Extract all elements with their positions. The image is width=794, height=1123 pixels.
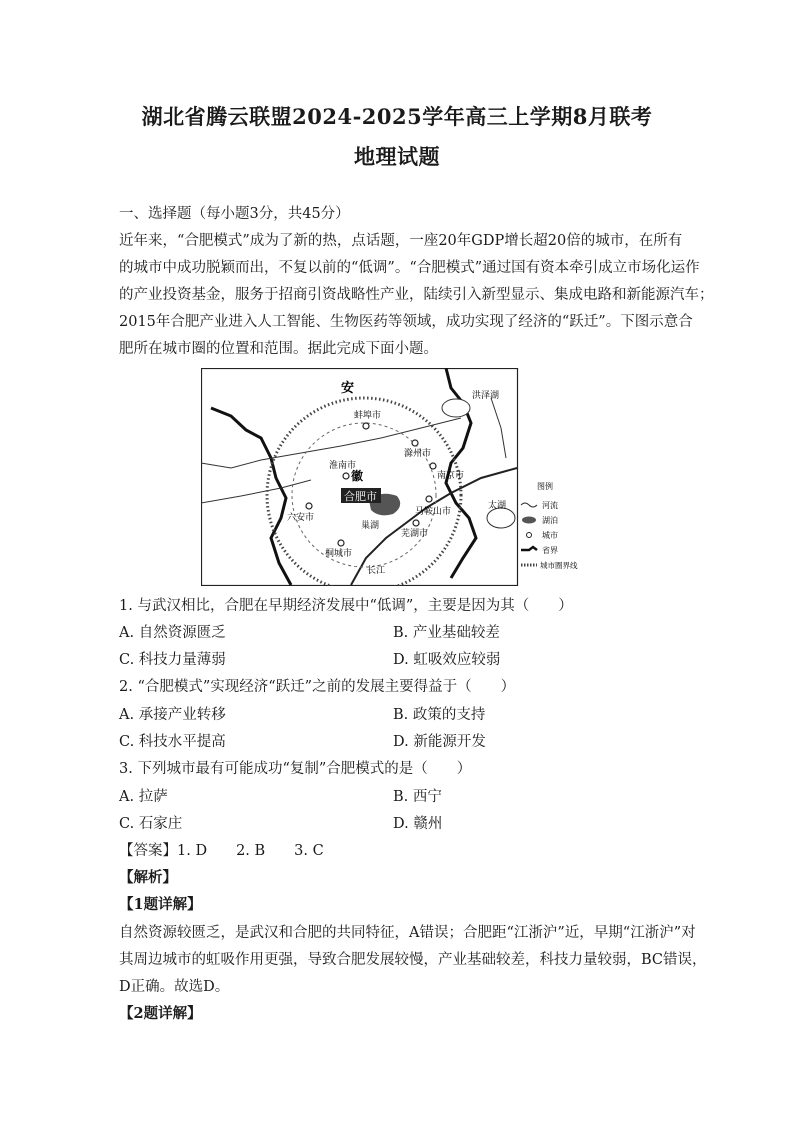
city-dot [430, 463, 436, 469]
question-1-option-b: B. 产业基础较差 [393, 625, 500, 641]
question-2-stem: 2. “合肥模式”实现经济“跃迁”之前的发展主要得益于（ ） [119, 679, 516, 695]
city-label-maanshan: 马鞍山市 [415, 507, 452, 517]
city-label-hefei: 合肥市 [344, 490, 377, 503]
lake-label-taihu: 太湖 [488, 501, 507, 511]
page-title: 湖北省腾云联盟2024-2025学年高三上学期8月联考 [141, 104, 653, 129]
city-label-wuhu: 芜湖市 [401, 529, 429, 539]
section-heading: 一、选择题（每小题3分，共45分） [119, 206, 350, 222]
city-dot [338, 540, 344, 546]
city-label-bengbu: 蚌埠市 [354, 411, 382, 421]
city-dot [412, 440, 418, 446]
page-subtitle: 地理试题 [354, 144, 440, 169]
analysis-heading: 【解析】 [119, 869, 177, 886]
question-1-option-d: D. 虹吸效应较弱 [393, 652, 501, 668]
detail-1-heading: 【1题详解】 [119, 896, 202, 913]
answer-line: 【答案】1. D 2. B 3. C [119, 843, 324, 859]
question-1-option-c: C. 科技力量薄弱 [119, 652, 226, 668]
passage-line: 的产业投资基金，服务于招商引资战略性产业，陆续引入新型显示、集成电路和新能源汽车； [119, 287, 714, 303]
hongze-lake [442, 399, 470, 417]
province-label: 安 [341, 381, 355, 396]
lake-label: 洪泽湖 [472, 391, 500, 401]
legend-city-swatch [527, 533, 532, 538]
legend-city: 城市 [542, 531, 558, 540]
question-3-option-d: D. 赣州 [393, 816, 443, 832]
legend-circle: 城市圈界线 [540, 561, 578, 570]
city-label-chuzhou: 滁州市 [404, 449, 432, 459]
legend-lake-swatch [522, 517, 536, 524]
passage-line: 2015年合肥产业进入人工智能、生物医药等领域，成功实现了经济的“跃迁”。下图示意合 [119, 314, 693, 330]
city-label-nanjing: 南京市 [437, 471, 465, 481]
question-2-option-c: C. 科技水平提高 [119, 734, 226, 750]
legend-river-swatch [521, 503, 537, 507]
question-3-stem: 3. 下列城市最有可能成功“复制”合肥模式的是（ ） [119, 761, 472, 777]
passage-line: 肥所在城市圈的位置和范围。据此完成下面小题。 [119, 341, 438, 357]
question-2-option-b: B. 政策的支持 [393, 707, 486, 723]
city-dot [363, 423, 369, 429]
question-1-option-a: A. 自然资源匮乏 [119, 625, 226, 641]
city-circle-map [201, 368, 579, 586]
map-legend [521, 481, 578, 570]
city-dot [306, 503, 312, 509]
passage-line: 的城市中成功脱颖而出，不复以前的“低调”。“合肥模式”通过国有资本牵引成立市场化运作 [119, 260, 700, 276]
city-label-luan: 六安市 [287, 513, 315, 523]
city-dot [343, 473, 349, 479]
question-2-option-a: A. 承接产业转移 [119, 707, 226, 723]
detail-2-heading: 【2题详解】 [119, 1005, 202, 1022]
city-dot [413, 520, 419, 526]
legend-lake: 湖泊 [542, 516, 558, 525]
question-3-option-b: B. 西宁 [393, 789, 442, 805]
legend-border-swatch [521, 547, 537, 550]
river-label: 长江 [367, 566, 386, 576]
detail-1-line: D正确。故选D。 [119, 979, 230, 995]
legend-border: 省界 [542, 546, 558, 555]
question-1-stem: 1. 与武汉相比，合肥在早期经济发展中“低调”，主要是因为其（ ） [119, 598, 573, 614]
city-label-huainan: 淮南市 [329, 461, 357, 471]
province-label: 徽 [351, 469, 364, 483]
question-2-option-d: D. 新能源开发 [393, 734, 486, 750]
passage-line: 近年来，“合肥模式”成为了新的热，点话题，一座20年GDP增长超20倍的城市，在所有 [119, 233, 683, 249]
city-dot [426, 496, 432, 502]
legend-river: 河流 [542, 501, 558, 510]
taihu-lake [487, 508, 515, 528]
legend-title: 图例 [537, 482, 553, 491]
city-label-tongcheng: 桐城市 [325, 549, 353, 559]
detail-1-line: 自然资源较匮乏，是武汉和合肥的共同特征，A错误；合肥距“江浙沪”近，早期“江浙沪”对 [119, 925, 696, 941]
question-3-option-c: C. 石家庄 [119, 816, 183, 832]
question-3-option-a: A. 拉萨 [119, 789, 168, 805]
lake-label-chaohu: 巢湖 [361, 521, 380, 531]
detail-1-line: 其周边城市的虹吸作用更强，导致合肥发展较慢，产业基础较差，科技力量较弱，BC错误， [119, 952, 707, 968]
